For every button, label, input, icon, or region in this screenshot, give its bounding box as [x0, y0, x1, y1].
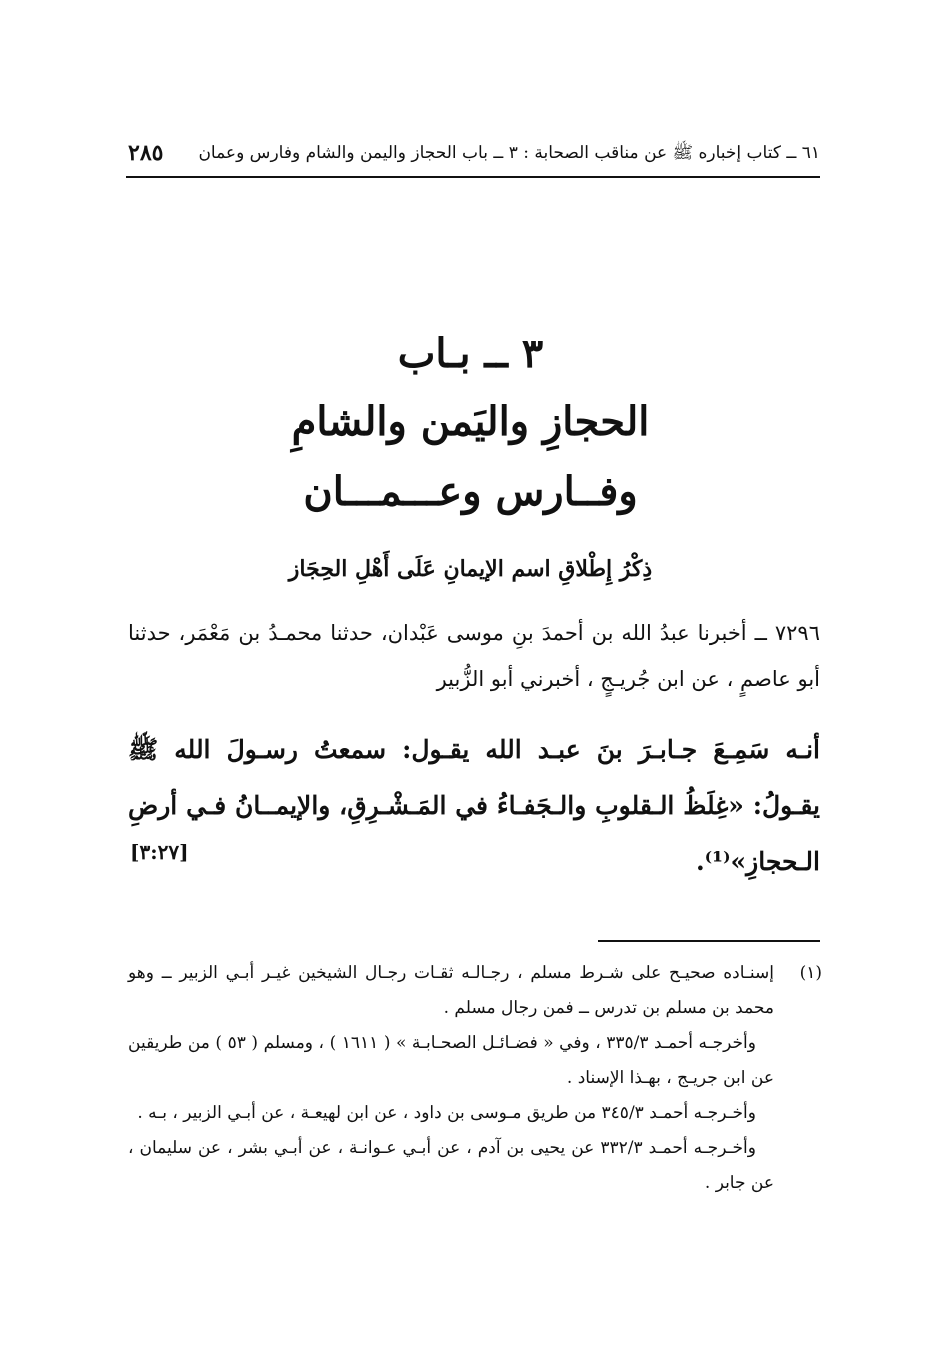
- chapter-title-line-1: الحجازِ واليَمن والشامِ: [291, 398, 650, 445]
- footnote-separator: [598, 940, 820, 942]
- footnotes: [128, 956, 822, 1201]
- footnote-body: [128, 956, 774, 1201]
- footnote-paragraph: وأخرجـه أحمـد ٣٣٥/٣ ، وفي « فضـائـل الصحـابـة » ( ١٦١١ ) ، ومسلم ( ٥٣ ) من طريقين عن ابن جريـج ، بهـذا الإسناد .: [128, 1033, 774, 1088]
- footnote-paragraph: وأخـرجـه أحمـد ٣٣٢/٣ عن يحيى بن آدم ، عن أبـي عـوانـة ، عن أبـي بشر ، عن سليمان ، عن جابر .: [128, 1138, 774, 1193]
- chapter-title-line-2: وفــارس وعـــمـــان: [303, 468, 638, 515]
- footnote-paragraph: إسنـاده صحيـح على شـرط مسلم ، رجـالـه ثقـات رجـال الشيخين غيـر أبـي الزبير ــ وهو محمد بن مسلم بن تدرس ــ فمن رجال مسلم .: [128, 963, 774, 1018]
- chapter-number: ٣ ــ بـاب: [397, 330, 544, 377]
- hadith-matn: أنـه سَمِـعَ جـابـرَ بنَ عبـد الله يقـول: سمعتُ رسـولَ الله ﷺ يقـولُ: «غِلَظُ الـقلوبِ والـجَفـاءُ في المَـشْـرِقِ، والإيمــانُ فـي أرضِ الـحجازِ»⁽¹⁾.: [128, 735, 820, 876]
- footnote-paragraph: وأخـرجـه أحمـد ٣٤٥/٣ من طريق مـوسى بن داود ، عن ابن لهيعـة ، عن أبـي الزبير ، بـه .: [137, 1103, 756, 1123]
- running-header: [126, 132, 820, 178]
- running-title: ٦١ ــ كتاب إخباره ﷺ عن مناقب الصحابة : ٣ ــ باب الحجاز واليمن والشام وفارس وعمان: [198, 143, 820, 163]
- hadith-reference: [٣:٢٧]: [130, 840, 189, 864]
- footnote-marker: (١): [799, 963, 822, 983]
- section-heading: ذِكْرُ إِطْلاقِ اسم الإيمانِ عَلَى أَهْلِ الحِجَاز: [288, 556, 653, 582]
- page-number: ٢٨٥: [128, 140, 164, 166]
- hadith-isnad: ٧٢٩٦ ــ أخبرنا عبدُ الله بن أحمدَ بنِ موسى عَبْدان، حدثنا محمـدُ بن مَعْمَر، حدثنا أبو عاصمٍ ، عن ابن جُريـجٍ ، أخبرني أبو الزُّبير: [128, 621, 820, 691]
